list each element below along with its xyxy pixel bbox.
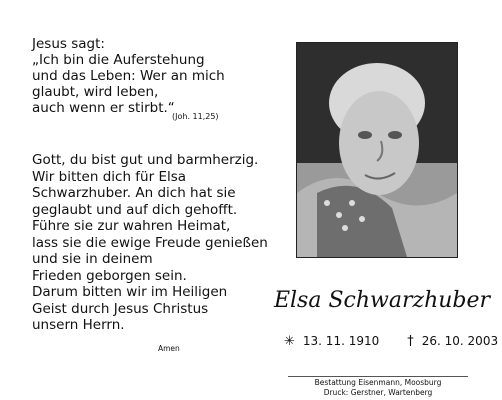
verse-line: glaubt, wird leben, bbox=[32, 84, 159, 100]
prayer-line: geglaubt und auf dich gehofft. bbox=[32, 201, 238, 218]
prayer-line: lass sie die ewige Freude genießen bbox=[32, 234, 268, 251]
prayer-line: und sie in deinem bbox=[32, 251, 153, 267]
death-date: 26. 10. 2003 bbox=[421, 334, 499, 348]
funeral-home-credit: Bestattung Eisenmann, Moosburg bbox=[314, 378, 442, 387]
life-dates bbox=[284, 334, 498, 349]
verse-line: „Ich bin die Auferstehung bbox=[32, 52, 205, 68]
birth-date: 13. 11. 1910 bbox=[302, 334, 380, 348]
verse-line: und das Leben: Wer an mich bbox=[32, 68, 225, 84]
prayer-line: Geist durch Jesus Christus bbox=[32, 300, 209, 317]
prayer-line: Darum bitten wir im Heiligen bbox=[32, 284, 228, 300]
portrait-illustration bbox=[297, 43, 457, 257]
prayer-text bbox=[32, 152, 268, 334]
prayer-line: Frieden geborgen sein. bbox=[32, 267, 187, 284]
prayer-line: Wir bitten dich für Elsa bbox=[32, 168, 187, 185]
prayer-line: Schwarzhuber. An dich hat sie bbox=[32, 185, 236, 201]
amen-text: Amen bbox=[158, 344, 180, 353]
verse-reference: (Joh. 11,25) bbox=[172, 112, 219, 121]
prayer-line: Führe sie zur wahren Heimat, bbox=[32, 218, 231, 234]
verse-line: Jesus sagt: bbox=[32, 36, 105, 52]
prayer-line: unsern Herrn. bbox=[32, 317, 125, 333]
birth-star-icon: ✳ bbox=[284, 334, 295, 349]
deceased-name: Elsa Schwarzhuber bbox=[273, 288, 491, 313]
printer-credit: Druck: Gerstner, Wartenberg bbox=[323, 388, 433, 397]
footer-divider bbox=[288, 376, 468, 377]
death-cross-icon: † bbox=[407, 334, 414, 349]
prayer-line: Gott, du bist gut und barmherzig. bbox=[32, 152, 259, 168]
verse-line: auch wenn er stirbt.“ bbox=[32, 100, 175, 116]
portrait-photo bbox=[296, 42, 458, 258]
footer-credits bbox=[288, 378, 468, 398]
bible-verse bbox=[32, 36, 225, 116]
